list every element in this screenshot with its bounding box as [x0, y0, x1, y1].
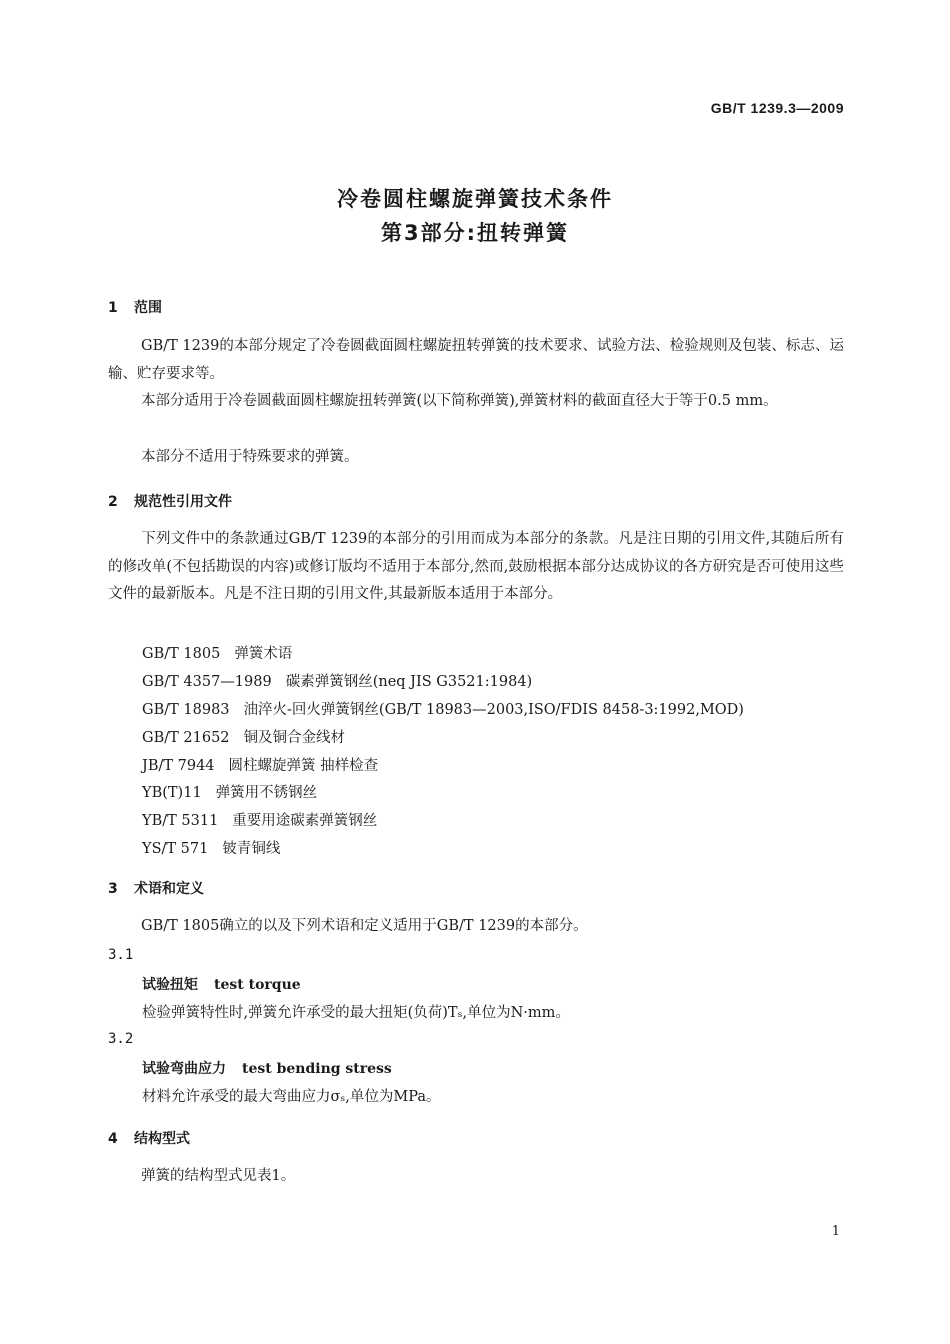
reference-item — [142, 837, 280, 858]
paragraph-text: 本部分适用于冷卷圆截面圆柱螺旋扭转弹簧(以下简称弹簧),弹簧材料的截面直径大于等于0.5 mm。 — [141, 393, 778, 409]
reference-title: 圆柱螺旋弹簧 抽样检查 — [228, 758, 379, 774]
paragraph-text: 弹簧的结构型式见表1。 — [141, 1168, 296, 1184]
section-number: 3 — [108, 881, 118, 897]
section-heading-scope — [108, 297, 162, 317]
section-title: 术语和定义 — [134, 881, 204, 897]
paragraph-text: 本部分不适用于特殊要求的弹簧。 — [141, 449, 359, 465]
section-heading-terms — [108, 878, 204, 898]
paragraph — [108, 388, 844, 416]
reference-code: GB/T 1805 — [142, 646, 221, 662]
document-subtitle: 第3部分:扭转弹簧 — [380, 221, 569, 245]
page-number: 1 — [831, 1224, 840, 1239]
reference-code: GB/T 18983 — [142, 702, 230, 718]
reference-title: 碳素弹簧钢丝(neq JIS G3521:1984) — [285, 674, 533, 690]
paragraph-text: GB/T 1805确立的以及下列术语和定义适用于GB/T 1239的本部分。 — [141, 918, 588, 934]
reference-item — [142, 698, 744, 719]
section-title: 规范性引用文件 — [134, 494, 232, 510]
reference-title: 弹簧用不锈钢丝 — [215, 785, 318, 801]
reference-item — [142, 809, 377, 830]
reference-item — [142, 726, 345, 747]
reference-title: 重要用途碳素弹簧钢丝 — [232, 813, 378, 829]
term-en: test bending stress — [242, 1061, 392, 1077]
reference-item — [142, 754, 378, 775]
section-number: 4 — [108, 1131, 118, 1147]
paragraph — [108, 333, 844, 388]
section-heading-normative-references — [108, 491, 232, 511]
reference-code: JB/T 7944 — [142, 758, 215, 774]
reference-title: 油淬火-回火弹簧钢丝(GB/T 18983—2003,ISO/FDIS 8458-3:1992,MOD) — [243, 702, 744, 718]
paragraph — [108, 1163, 844, 1191]
term-entry — [142, 1058, 392, 1078]
reference-code: YB(T)11 — [142, 785, 202, 801]
term-en: test torque — [214, 977, 301, 993]
paragraph-text: GB/T 1239的本部分规定了冷卷圆截面圆柱螺旋扭转弹簧的技术要求、试验方法、检验规则及包装、标志、运输、贮存要求等。 — [108, 338, 844, 382]
section-title: 范围 — [134, 300, 162, 316]
reference-title: 弹簧术语 — [234, 646, 293, 662]
reference-code: YS/T 571 — [142, 841, 209, 857]
reference-item — [142, 781, 317, 802]
section-title: 结构型式 — [134, 1131, 190, 1147]
section-number: 2 — [108, 494, 118, 510]
term-definition: 材料允许承受的最大弯曲应力σₛ,单位为MPa。 — [142, 1089, 441, 1105]
reference-item — [142, 642, 292, 663]
document-title: 冷卷圆柱螺旋弹簧技术条件 — [337, 187, 613, 211]
paragraph — [108, 526, 844, 609]
reference-title: 铍青铜线 — [222, 841, 281, 857]
term-zh: 试验弯曲应力 — [142, 1061, 226, 1077]
term-entry — [142, 974, 301, 994]
section-heading-structure — [108, 1128, 190, 1148]
reference-code: YB/T 5311 — [142, 813, 219, 829]
reference-title: 铜及铜合金线材 — [243, 730, 346, 746]
standard-code: GB/T 1239.3—2009 — [710, 100, 844, 116]
clause-number: 3.2 — [108, 1031, 134, 1047]
section-number: 1 — [108, 300, 118, 316]
reference-item — [142, 670, 532, 691]
reference-code: GB/T 21652 — [142, 730, 230, 746]
reference-code: GB/T 4357—1989 — [142, 674, 272, 690]
term-definition: 检验弹簧特性时,弹簧允许承受的最大扭矩(负荷)Tₛ,单位为N·mm。 — [142, 1005, 570, 1021]
paragraph-text: 下列文件中的条款通过GB/T 1239的本部分的引用而成为本部分的条款。凡是注日期的引用文件,其随后所有的修改单(不包括勘误的内容)或修订版均不适用于本部分,然而,鼓励根据本部分达成协议的各方研究是否可使用这些文件的最新版本。凡是不注日期的引用文件,其最新版本适用于本部分。 — [108, 531, 844, 602]
term-zh: 试验扭矩 — [142, 977, 198, 993]
paragraph — [108, 444, 844, 472]
clause-number: 3.1 — [108, 947, 134, 963]
paragraph — [108, 913, 844, 941]
